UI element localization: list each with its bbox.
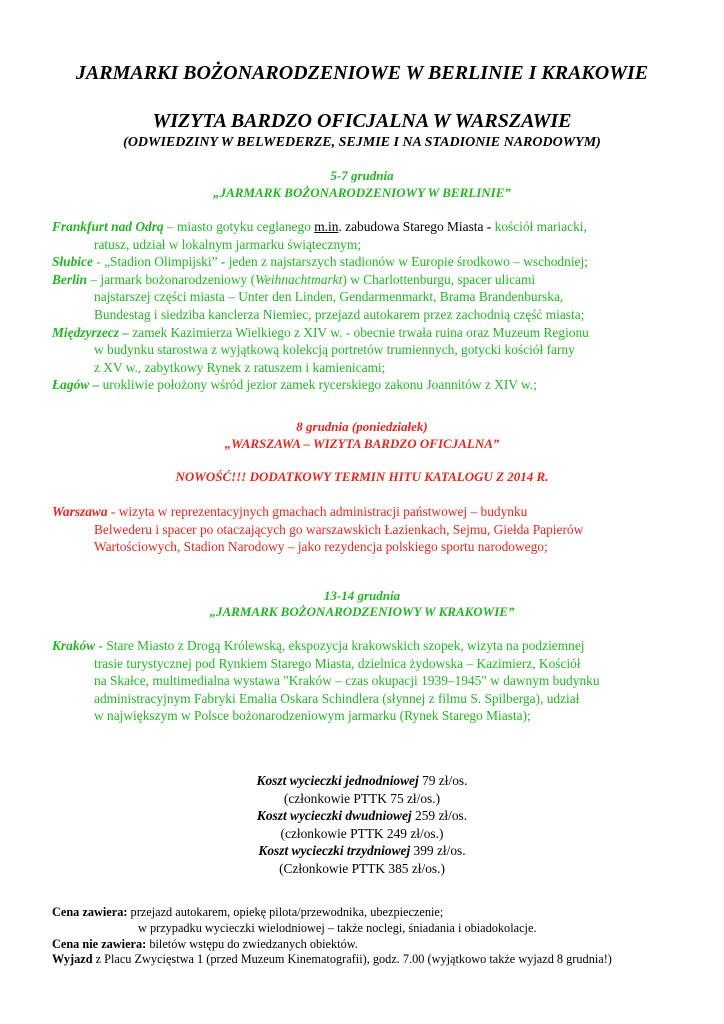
- lagow-line: Łagów – urokliwie położony wśród jezior zamek rycerskiego zakonu Joannitów z XIV w.;: [52, 377, 537, 393]
- miedzyrzecz-line1: Międzyrzecz – zamek Kazimierza Wielkiego z XIV w. - obecnie trwała ruina oraz Muzeum Regionu: [52, 324, 589, 340]
- cost-two-day-member: (członkowie PTTK 249 zł/os.): [280, 825, 444, 841]
- berlin-line3: Bundestag i siedziba kanclerza Niemiec, przejazd autokarem przez zachodnią część miasta;: [94, 306, 585, 322]
- s2-name: „WARSZAWA – WIZYTA BARDZO OFICJALNA”: [224, 436, 500, 451]
- s1-itinerary: [52, 218, 692, 394]
- price-excludes: Cena nie zawiera: biletów wstępu do zwiedzanych obiektów.: [52, 936, 358, 951]
- berlin-line1: Berlin – jarmark bożonarodzeniowy (Weihnachtmarkt) w Charlottenburgu, spacer ulicami: [52, 271, 536, 287]
- warszawa-line1: Warszawa - wizyta w reprezentacyjnych gmachach administracji państwowej – budynku: [52, 504, 528, 519]
- s3-date: 13-14 grudnia: [323, 588, 401, 603]
- krakow-line2: trasie turystycznej pod Rynkiem Starego Miasta, dzielnica żydowska – Kazimierz, Kościół: [94, 655, 581, 671]
- krakow-line1: Kraków - Stare Miasto z Drogą Królewską, ekspozycja krakowskich szopek, wizyta na podziemnej: [52, 638, 585, 653]
- cost-three-day: Koszt wycieczki trzydniowej 399 zł/os.: [258, 843, 466, 859]
- s2-news: NOWOŚĆ!!! DODATKOWY TERMIN HITU KATALOGU Z 2014 R.: [175, 469, 549, 484]
- s3-name: „JARMARK BOŻONARODZENIOWY W KRAKOWIE”: [209, 604, 515, 619]
- s1-name: „JARMARK BOŻONARODZENIOWY W BERLINIE”: [213, 185, 511, 200]
- frankfurt-line1: Frankfurt nad Odrą – miasto gotyku ceglanego m.in. zabudowa Starego Miasta - kościół mariacki,: [52, 219, 587, 234]
- slubice-line: Słubice - „Stadion Olimpijski” - jeden z najstarszych stadionów w Europie środkowo – wschodniej;: [52, 254, 588, 270]
- berlin-line2: najstarszej części miasta – Unter den Linden, Gendarmenmarkt, Brama Brandenburska,: [94, 289, 564, 305]
- s1-date: 5-7 grudnia: [330, 168, 394, 183]
- s2-date: 8 grudnia (poniedziałek): [296, 419, 428, 434]
- cost-block: [0, 772, 724, 878]
- s3-itinerary: [52, 637, 692, 725]
- miedzyrzecz-line2: w budynku starostwa z wyjątkową kolekcją portretów trumiennych, gotycki kościół farny: [94, 342, 575, 358]
- frankfurt-line2: ratusz, udział w lokalnym jarmarku świątecznym;: [94, 236, 361, 252]
- subtitle-note: (ODWIEDZINY W BELWEDERZE, SEJMIE I NA STADIONIE NARODOWYM): [123, 135, 601, 150]
- cost-one-day-member: (członkowie PTTK 75 zł/os.): [283, 790, 441, 806]
- warszawa-line3: Wartościowych, Stadion Narodowy – jako rezydencja polskiego sportu narodowego;: [94, 539, 548, 555]
- krakow-line3: na Skałce, multimedialna wystawa "Kraków – czas okupacji 1939–1945" w dawnym budynku: [94, 673, 600, 689]
- krakow-line5: w największym w Polsce bożonarodzeniowym jarmarku (Rynek Starego Miasta);: [94, 708, 531, 724]
- subtitle: WIZYTA BARDZO OFICJALNA W WARSZAWIE: [152, 110, 572, 132]
- departure-info: Wyjazd z Placu Zwycięstwa 1 (przed Muzeum Kinematografii), godz. 7.00 (wyjątkowo także wyjazd 8 grudnia!): [52, 952, 612, 967]
- footer-info: [52, 905, 692, 968]
- cost-one-day: Koszt wycieczki jednodniowej 79 zł/os.: [256, 773, 468, 788]
- krakow-line4: administracyjnym Fabryki Emalia Oskara Schindlera (słynnej z filmu S. Spilberga), udział: [94, 690, 580, 706]
- price-includes-extra: w przypadku wycieczki wielodniowej – także noclegi, śniadania i obiadokolacje.: [138, 920, 537, 935]
- price-includes: Cena zawiera: przejazd autokarem, opiekę pilota/przewodnika, ubezpieczenie;: [52, 905, 444, 919]
- miedzyrzecz-line3: z XV w., zabytkowy Rynek z ratuszem i kamienicami;: [94, 359, 386, 375]
- cost-three-day-member: (Członkowie PTTK 385 zł/os.): [279, 860, 445, 876]
- cost-two-day: Koszt wycieczki dwudniowej 259 zł/os.: [256, 808, 468, 824]
- warszawa-line2: Belwederu i spacer po otaczających go warszawskich Łazienkach, Sejmu, Giełda Papierów: [94, 521, 584, 537]
- main-title: JARMARKI BOŻONARODZENIOWE W BERLINIE I KRAKOWIE: [75, 62, 649, 84]
- s2-itinerary: [52, 503, 692, 556]
